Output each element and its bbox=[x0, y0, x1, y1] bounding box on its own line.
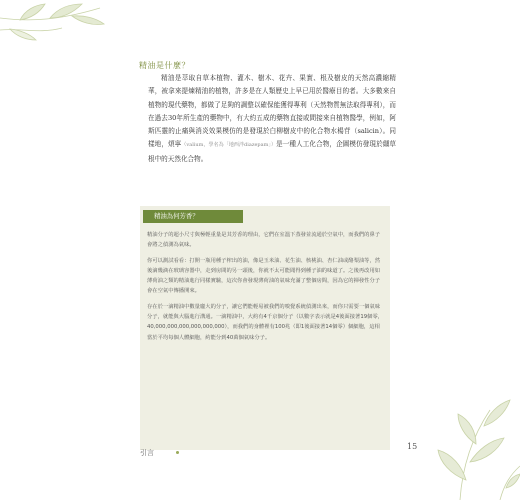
intro-paragraph-note: （valium，學名為「地西泮diazepam」） bbox=[181, 142, 277, 149]
intro-paragraph-b: 是一種人工化合物，企圖模仿發現於纈草根中的天然化合物。 bbox=[148, 140, 397, 163]
intro-text bbox=[148, 72, 396, 166]
section-title: 精油是什麼？ bbox=[139, 61, 190, 70]
sidebar-paragraph-3: 存在於一滴精油中數量龐大的分子，讓它們能輕易被我們的嗅覺系統偵測出來，而你只需要一個氣味分子，就能與大腦進行溝通。一滴精油中，大約有4千京個分子（以數字表示就是4後面接著19個零，40,000,000,000,000,000,000），而我們的身體裡有100兆（即1後面接著14個零）個細胞，這相當於平均每個人體細胞，約能分到40萬個氣味分子。 bbox=[147, 303, 383, 341]
leaf-illustration-top bbox=[0, 0, 140, 60]
leaf-illustration-bottom bbox=[400, 370, 520, 500]
sidebar-box-body bbox=[147, 230, 385, 348]
footer-dot bbox=[176, 451, 179, 454]
sidebar-box-heading: 精油為何芳香？ bbox=[143, 210, 243, 223]
intro-paragraph-a: 精油是萃取自草本植物、灌木、樹木、花卉、果實、根及樹皮的天然高濃縮精華，被拿來提煉精油的植物，許多是在人類歷史上早已用於醫療目的者。大多數來自植物的現代藥物，都做了足夠的調整以確保能獲得專利（天然物質無法取得專利），而在過去30年所生產的藥物中，有大約五成的藥物直接或間接來自植物醫學，例如，阿斯匹靈的止痛與消炎效果模仿的是發現於白柳樹皮中的化合物水楊苷（salicin）。同樣地，煩寧 bbox=[148, 74, 396, 149]
intro-paragraph bbox=[148, 72, 396, 166]
sidebar-paragraph-1: 精油分子的超小尺寸與極輕重量是其芳香的理由，它們在室溫下蒸發並流通於空氣中，而我們的鼻子會將之偵測為氣味。 bbox=[147, 232, 381, 249]
sidebar-paragraph-2: 你可以測試看看：打開一瓶用種子榨出的油，像是玉米油、花生油、核桃油、杏仁油或酪梨油等，然後滴幾滴在玻璃容器中，走到房間的另一頭後，你就不太可能聞得到種子油的味道了。之後再改用如薄荷油之類的精油進行同樣實驗，這次你會發現薄荷油的氣味充滿了整個房間，因為它的揮發性分子會在空氣中傳播開來。 bbox=[147, 257, 381, 295]
page-number: 15 bbox=[407, 442, 418, 451]
footer-section-label: 引言 bbox=[140, 449, 154, 457]
